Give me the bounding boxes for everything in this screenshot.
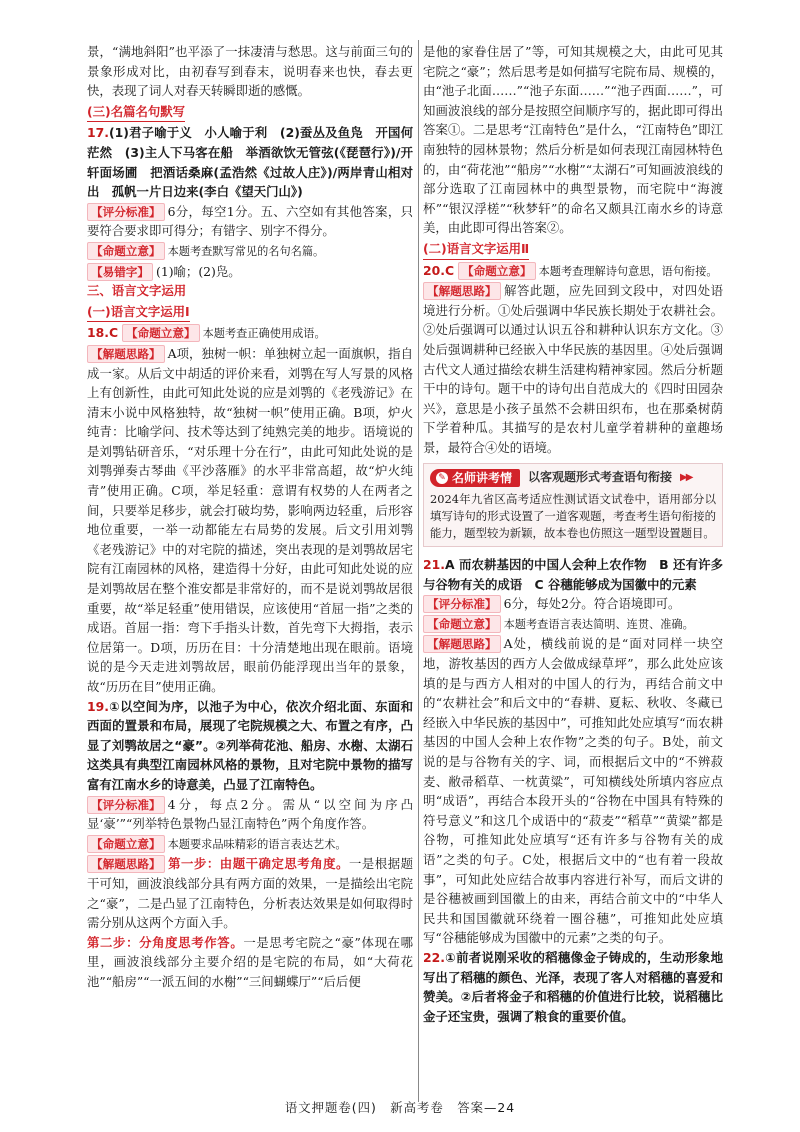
q22-answer-block — [423, 948, 723, 1026]
q21-intent-label: 【命题立意】 — [423, 615, 501, 633]
q20-intent-text: 本题考查理解诗句意思，语句衔接。 — [538, 264, 718, 278]
q18-intent — [87, 323, 413, 344]
q21-answer: A 而农耕基因的中国人会种上农作物 B 还有许多与谷物有关的成语 C 谷穗能够成为国徽中的元素 — [423, 557, 723, 592]
q19-step1-title: 第一步：由题干确定思考角度。 — [167, 856, 349, 872]
q20-idea — [423, 281, 723, 457]
q21-intent-text: 本题考查语言表达简明、连贯、准确。 — [503, 617, 694, 631]
intro-paragraph: 景，“满地斜阳”也平添了一抹凄清与愁思。这与前面三句的景象形成对比，由初春写到春末，说明春来也快，春去更快，表现了词人对春天转瞬即逝的感慨。 — [87, 44, 413, 99]
q19-idea — [87, 854, 413, 932]
q22-number: 22. — [423, 949, 445, 965]
q19-answer: ①以空间为序，以池子为中心，依次介绍北面、东面和西面的置景和布局，展现了宅院规模之大、布置之有序，凸显了刘鹗故居之“豪”。②列举荷花池、船房、水榭、太湖石这类具有典型江南园林风格的景物，且对宅院中景物的描写富有江南水乡的诗意美，凸显了江南特色。 — [87, 698, 413, 792]
double-arrow-icon: ▶▶ — [680, 472, 692, 484]
q17-standard — [87, 202, 413, 241]
q18-intent-text: 本题考查正确使用成语。 — [202, 327, 326, 341]
section-lang-heading: 三、语言文字运用 — [87, 283, 187, 299]
q20-number: 20.C — [423, 262, 455, 278]
q19-intent-text: 本题要求品味精彩的语言表达艺术。 — [167, 837, 347, 851]
q21-idea — [423, 634, 723, 948]
column-divider — [418, 40, 419, 1102]
q19-answer-block — [87, 697, 413, 795]
q21-answer-block — [423, 555, 723, 594]
right-column — [423, 42, 723, 1026]
q17-intent — [87, 241, 413, 262]
q19-idea-label: 【解题思路】 — [87, 855, 165, 873]
q17-answer-block — [87, 123, 413, 201]
q17-standard-text: 6分，每空1分。五、六空如有其他答案，只要符合要求即可得分；有错字、别字不得分。 — [87, 203, 413, 239]
section-3-heading: (三)名篇名句默写 — [87, 101, 413, 124]
q21-number: 21. — [423, 557, 445, 573]
q20-intent — [423, 261, 723, 282]
q19-intent — [87, 834, 413, 855]
teacher-tag-label: 名师讲考情 — [452, 471, 513, 486]
q17-intent-label: 【命题立意】 — [87, 242, 165, 260]
teacher-title: 以客观题形式考查语句衔接 — [528, 470, 673, 485]
q17-error-chars — [87, 262, 413, 282]
q21-idea-text: A处，横线前说的是“面对同样一块空地，游牧基因的西方人会做成绿草坪”，那么此处应该填的是与西方人相对的中国人的行为，再结合前文中的“农耕社会”和后文中的“春耕、夏耘、秋收、冬藏已经嵌入中华民族的基因中”，可推知此处应填写“而农耕基因的中国人会种上农作物”之类的句子。B处，前文说的是与谷物有关的字、词，而根据后文中的“不辨菽麦、敝帚稻草、一枕黄粱”，可知横线处所填内容应点明“成语”，再结合本段开头的“谷物在中国具有特殊的符号意义”和这几个成语中的“菽麦”“稻草”“黄粱”都是谷物，可推知此处应填写“还有许多与谷物有关的成语”之类的句子。C处，根据后文中的“也有着一段故事”，可知此处应结合故事内容进行补写，而后文讲的是谷穗被画到国徽上的由来，再结合前文中的“中华人民共和国国徽就环绕着一圈谷穗”，可推知此处应填写“谷穗能够成为国徽中的元素”之类的句子。 — [423, 636, 723, 946]
q17-intent-text: 本题考查默写常见的名句名篇。 — [167, 244, 325, 258]
q21-intent — [423, 614, 723, 635]
q19-step2 — [87, 933, 413, 992]
q19-continued: 是他的家眷住居了”等，可知其规模之大，由此可见其宅院之“豪”；然后思考是如何描写宅院布局、规模的，由“池子北面……”“池子东面……”“池子西面……”，可知画波浪线的部分是按照空间顺序写的，据此即可得出答案①。二是思考“江南特色”是什么，“江南特色”即江南独特的园林景物；然后分析是如何表现江南园林特色的，由“荷花池”“船房”“水榭”“太湖石”可知画波浪线的部分选取了江南园林中的典型景物，而宅院中“海渡杯”“银汉浮槎”“秋梦轩”的命名又颇具江南水乡的诗意美，由此即可得出答案②。 — [423, 44, 723, 236]
teacher-tag — [430, 469, 520, 487]
section-lang-2-heading: (二)语言文字运用Ⅱ — [423, 238, 723, 261]
q19-intent-label: 【命题立意】 — [87, 835, 165, 853]
section-lang-1-heading: (一)语言文字运用Ⅰ — [87, 301, 413, 324]
q19-step2-title: 第二步：分角度思考作答。 — [87, 934, 244, 950]
q19-number: 19. — [87, 698, 109, 714]
q19-standard-label: 【评分标准】 — [87, 796, 165, 814]
teacher-icon: ✎ — [436, 472, 448, 484]
q21-standard — [423, 594, 723, 614]
q20-idea-text: 解答此题，应先回到文段中，对四处语境进行分析。①处后强调中华民族长期处于农耕社会。②处后强调可以通过认识五谷和耕种认识东方文化。③处后强调耕种已经嵌入中华民族的基因里。④处后强调古代文人通过描绘农耕生活建构精神家园。然后分析题干中的诗句。题干中的诗句出自范成大的《四时田园杂兴》，意思是小孩子虽然不会耕田织布，也在那桑树荫下学着种瓜。其描写的是农村儿童学着耕种的童趣场景，最符合④处的语境。 — [423, 283, 723, 455]
q17-error-label: 【易错字】 — [87, 263, 153, 281]
q17-error-text: (1)喻；(2)凫。 — [155, 263, 241, 279]
q18-intent-label: 【命题立意】 — [122, 324, 200, 342]
q21-standard-label: 【评分标准】 — [423, 595, 501, 613]
q19-standard-text: 4分，每点2分。需从“以空间为序凸显‘豪’”“列举特色景物凸显江南特色”两个角度作答。 — [87, 796, 413, 832]
teacher-body: 2024年九省区高考适应性测试语文试卷中，语用部分以填写诗句的形式设置了一道客观题，考查考生语句衔接的能力，题型较为新颖，故本卷也仿照这一题型设置题目。 — [430, 492, 716, 541]
teacher-insight-box — [423, 463, 723, 547]
q19-step1-text: 一是根据题干可知，画波浪线部分具有两方面的效果，一是描绘出宅院之“豪”，二是凸显了江南特色，分析表达效果是如何取得时需分别从这两个方面入手。 — [87, 856, 414, 931]
q17-standard-label: 【评分标准】 — [87, 203, 165, 221]
page-footer: 语文押题卷(四) 新高考卷 答案—24 — [284, 1100, 516, 1115]
left-column — [87, 42, 413, 992]
q17-answer: (1)君子喻于义 小人喻于利 (2)蚕丛及鱼凫 开国何茫然 (3)主人下马客在船 举酒欲饮无管弦(《琵琶行》)/开轩面场圃 把酒话桑麻(孟浩然《过故人庄》)/两岸青山相对出 孤帆一片日边来(李白《望天门山》) — [87, 125, 413, 200]
q20-idea-label: 【解题思路】 — [423, 282, 501, 300]
q22-answer: ①前者说刚采收的稻穗像金子铸成的，生动形象地写出了稻穗的颜色、光泽，表现了客人对稻穗的喜爱和赞美。②后者将金子和稻穗的价值进行比较，说稻穗比金子还宝贵，强调了粮食的重要价值。 — [423, 949, 723, 1024]
teacher-insight-header — [430, 468, 716, 488]
q19-step2-text: 一是思考宅院之“豪”体现在哪里，画波浪线部分主要介绍的是宅院的布局，如“大荷花池”“船房”“一派五间的水榭”“三间蝴蝶厅”“后后便 — [87, 934, 414, 989]
q18-idea-text: A项，独树一帜：单独树立起一面旗帜，指自成一家。从后文中胡适的评价来看，刘鹗在写人写景的风格上有创新性，由此可知此处说的应是刘鹗的《老残游记》在清末小说中风格独特，故“独树一帜”使用正确。B项，炉火纯青：比喻学问、技术等达到了纯熟完美的地步。语境说的是刘鹗钻研音乐，“对乐理十分在行”，由此可知此处说的是刘鹗弹奏古琴曲《平沙落雁》的水平非常高超，故“炉火纯青”使用正确。C项，举足轻重：意谓有权势的人在两者之间，只要举足移步，就会打破均势，影响两边轻重，后形容地位重要，一举一动都能左右局势的发展。后文引用刘鹗《老残游记》中的对宅院的描述，突出表现的是刘鹗故居宅院有江南园林的风格，建造得十分好，由此可知此处说的应是刘鹗故居在整个淮安都是非常好的，而不是说刘鹗故居很重要，故“举足轻重”使用错误，应该使用“首屈一指”之类的成语。首屈一指：弯下手指头计数，首先弯下大拇指，表示位居第一。D项，历历在目：十分清楚地出现在眼前。语境说的是今天走进刘鹗故居，眼前仍能浮现出当年的景象，故“历历在目”使用正确。 — [87, 345, 413, 694]
q21-standard-text: 6分，每处2分。符合语境即可。 — [503, 596, 681, 612]
q18-idea-label: 【解题思路】 — [87, 345, 165, 363]
q18-idea — [87, 344, 413, 697]
q17-number: 17. — [87, 125, 109, 141]
q20-intent-label: 【命题立意】 — [458, 262, 536, 280]
q21-idea-label: 【解题思路】 — [423, 635, 501, 653]
q19-standard — [87, 795, 413, 834]
q18-number: 18.C — [87, 325, 119, 341]
